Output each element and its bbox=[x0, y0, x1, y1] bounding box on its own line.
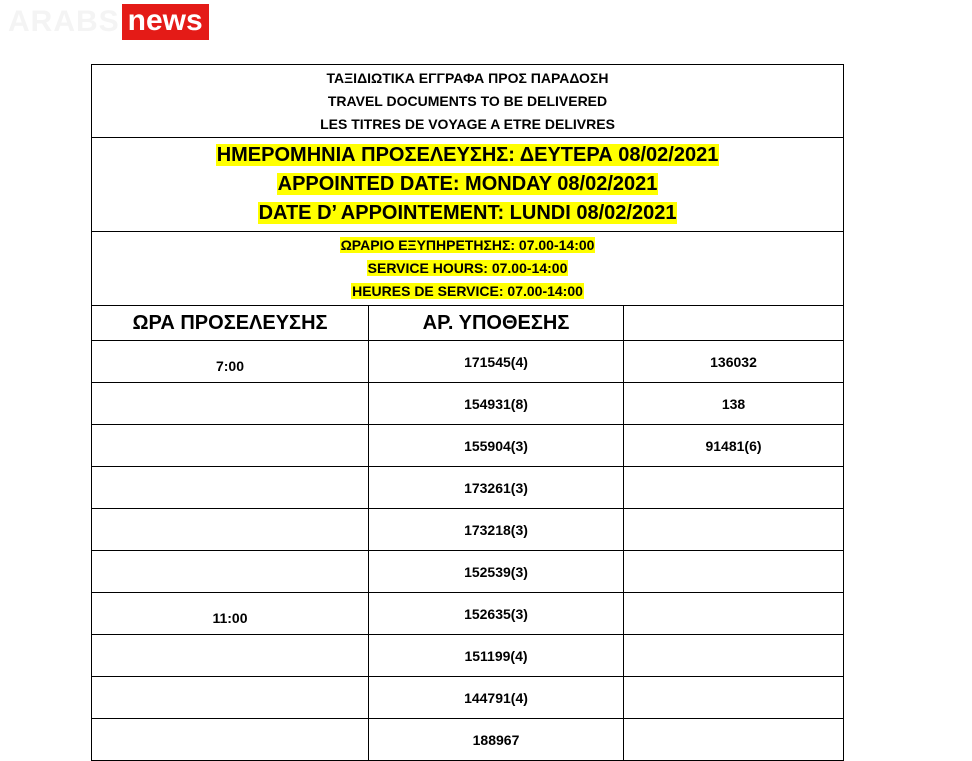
time-cell: 7:00 bbox=[92, 341, 369, 383]
time-cell bbox=[92, 719, 369, 761]
logo-news-badge: news bbox=[122, 4, 209, 40]
hours-cell bbox=[92, 232, 844, 306]
schedule-rows bbox=[92, 341, 844, 761]
hours-row bbox=[92, 232, 844, 306]
case-cell: 171545(4) bbox=[369, 341, 624, 383]
table-row bbox=[92, 383, 844, 425]
hours-line-english: SERVICE HOURS: 07.00-14:00 bbox=[367, 260, 568, 276]
table-row bbox=[92, 509, 844, 551]
date-line-french: DATE D’ APPOINTEMENT: LUNDI 08/02/2021 bbox=[258, 202, 677, 224]
table-row bbox=[92, 425, 844, 467]
case-cell: 144791(4) bbox=[369, 677, 624, 719]
time-cell: 11:00 bbox=[92, 593, 369, 635]
logo-arabs-text: ARABS bbox=[8, 5, 120, 38]
case-cell: 155904(3) bbox=[369, 425, 624, 467]
delivery-schedule-table bbox=[91, 64, 844, 761]
column-header-row bbox=[92, 306, 844, 341]
extra-cell bbox=[624, 677, 844, 719]
arabsnews-logo bbox=[8, 4, 209, 40]
time-cell bbox=[92, 677, 369, 719]
extra-cell bbox=[624, 635, 844, 677]
title-line-english: TRAVEL DOCUMENTS TO BE DELIVERED bbox=[327, 92, 608, 109]
hours-line-french: HEURES DE SERVICE: 07.00-14:00 bbox=[352, 283, 583, 299]
date-row bbox=[92, 138, 844, 232]
extra-cell: 136032 bbox=[624, 341, 844, 383]
case-cell: 173261(3) bbox=[369, 467, 624, 509]
title-row bbox=[92, 65, 844, 138]
table-row bbox=[92, 677, 844, 719]
case-cell: 173218(3) bbox=[369, 509, 624, 551]
extra-cell bbox=[624, 467, 844, 509]
column-header-extra bbox=[624, 306, 844, 341]
time-cell bbox=[92, 509, 369, 551]
date-cell bbox=[92, 138, 844, 232]
title-line-french: LES TITRES DE VOYAGE A ETRE DELIVRES bbox=[320, 115, 615, 132]
extra-cell bbox=[624, 509, 844, 551]
case-cell: 154931(8) bbox=[369, 383, 624, 425]
title-line-greek: ΤΑΞΙΔΙΩΤΙΚΑ ΕΓΓΡΑΦΑ ΠΡΟΣ ΠΑΡΑΔΟΣΗ bbox=[326, 69, 609, 86]
extra-cell: 138 bbox=[624, 383, 844, 425]
time-cell bbox=[92, 635, 369, 677]
table-row bbox=[92, 551, 844, 593]
column-header-time: ΩΡΑ ΠΡΟΣΕΛΕΥΣΗΣ bbox=[92, 306, 369, 341]
hours-line-greek: ΩΡΑΡΙΟ ΕΞΥΠΗΡΕΤΗΣΗΣ: 07.00-14:00 bbox=[340, 237, 595, 253]
date-line-greek: ΗΜΕΡΟΜΗΝΙΑ ΠΡΟΣΕΛΕΥΣΗΣ: ΔΕΥΤΕΡΑ 08/02/2021 bbox=[216, 144, 719, 166]
case-cell: 151199(4) bbox=[369, 635, 624, 677]
extra-cell: 91481(6) bbox=[624, 425, 844, 467]
extra-cell bbox=[624, 593, 844, 635]
time-cell bbox=[92, 425, 369, 467]
column-header-case: ΑΡ. ΥΠΟΘΕΣΗΣ bbox=[369, 306, 624, 341]
table-row bbox=[92, 341, 844, 383]
time-cell bbox=[92, 551, 369, 593]
table-row bbox=[92, 593, 844, 635]
table-row bbox=[92, 467, 844, 509]
time-cell bbox=[92, 467, 369, 509]
title-cell bbox=[92, 65, 844, 138]
table-row bbox=[92, 635, 844, 677]
table-row bbox=[92, 719, 844, 761]
case-cell: 152539(3) bbox=[369, 551, 624, 593]
date-line-english: APPOINTED DATE: MONDAY 08/02/2021 bbox=[277, 173, 658, 195]
extra-cell bbox=[624, 719, 844, 761]
extra-cell bbox=[624, 551, 844, 593]
case-cell: 152635(3) bbox=[369, 593, 624, 635]
case-cell: 188967 bbox=[369, 719, 624, 761]
time-cell bbox=[92, 383, 369, 425]
